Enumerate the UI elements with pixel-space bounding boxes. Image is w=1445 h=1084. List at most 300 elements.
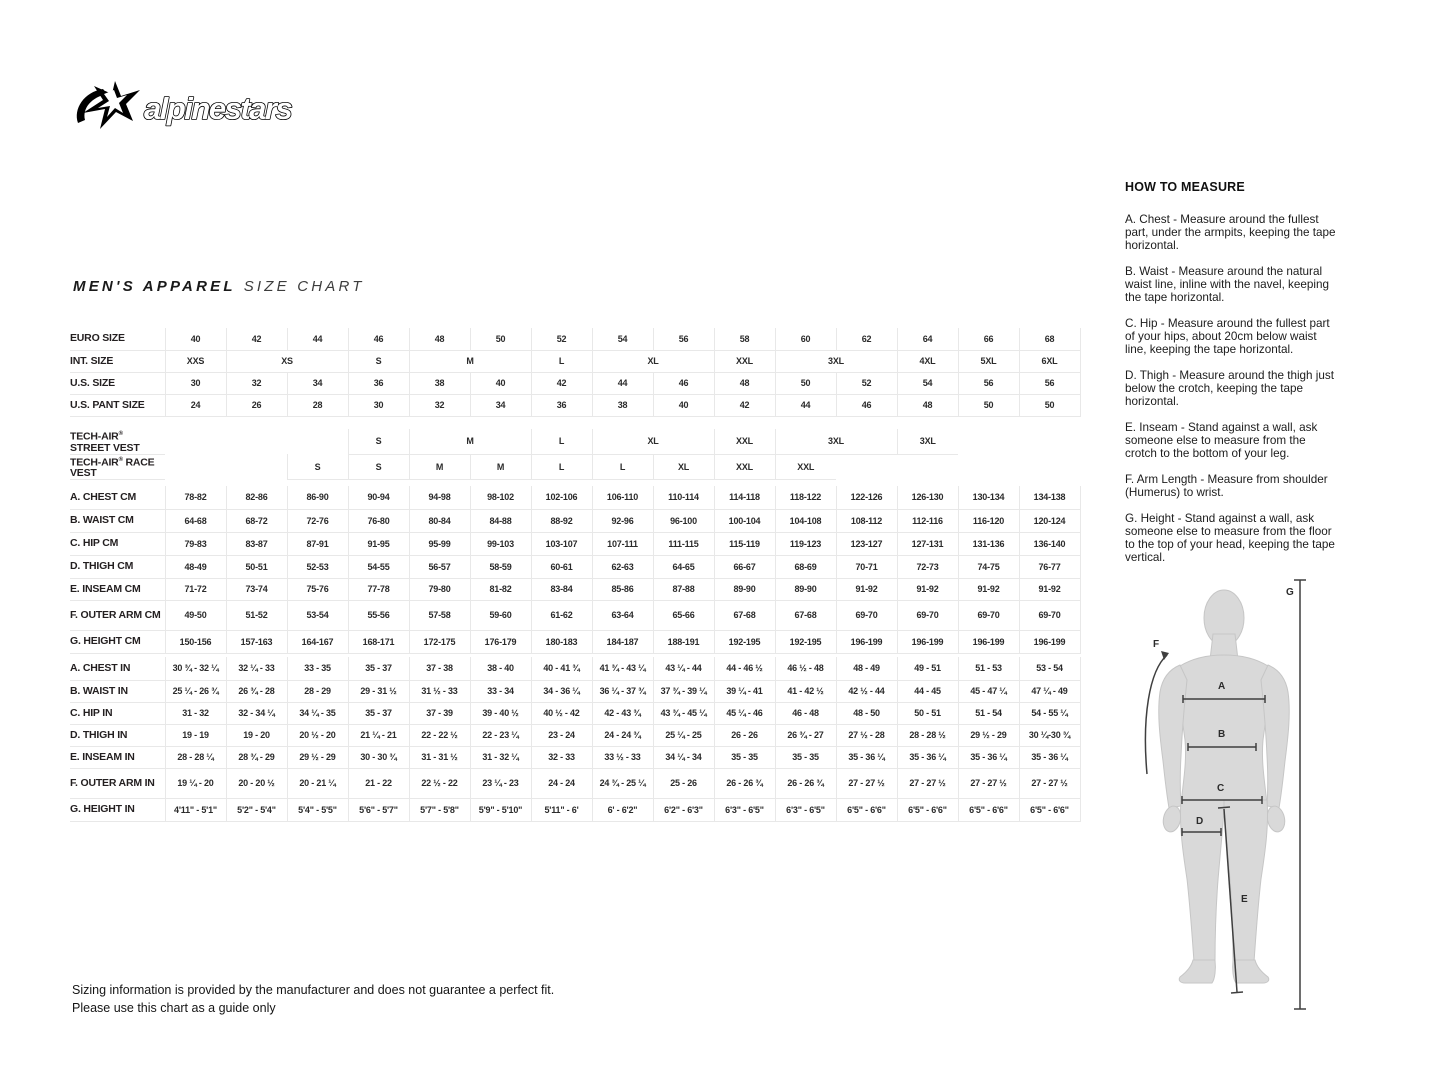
size-cell: 69-70 [897,600,958,630]
size-cell: 98-102 [470,486,531,509]
size-cell: 91-92 [958,578,1019,600]
table-row [70,798,1080,821]
size-cell: 27 - 27 ½ [958,768,1019,798]
size-cell: 73-74 [226,578,287,600]
alpinestars-star-icon [77,81,140,129]
size-cell: 57-58 [409,600,470,630]
size-cell: S [348,429,409,454]
size-cell: 71-72 [165,578,226,600]
row-label: G. HEIGHT IN [70,798,165,821]
size-cell: 32 ¼ - 33 [226,657,287,680]
size-cell: 30 ¾ - 32 ¼ [165,657,226,680]
size-cell: 99-103 [470,532,531,555]
size-cell: 5'6" - 5'7" [348,798,409,821]
size-table-measurements-cm [70,486,1081,654]
size-cell: 61-62 [531,600,592,630]
size-cell: XL [592,429,714,454]
size-cell: 25 ¼ - 26 ¾ [165,680,226,702]
size-cell: 81-82 [470,578,531,600]
size-cell: 46 - 48 [775,702,836,724]
alpinestars-logo [70,78,322,138]
size-cell: 92-96 [592,509,653,532]
size-cell: 5'2" - 5'4" [226,798,287,821]
size-cell: 108-112 [836,509,897,532]
size-cell: 91-92 [836,578,897,600]
size-cell: 100-104 [714,509,775,532]
measure-instruction-inseam: E. Inseam - Stand against a wall, ask someone else to measure from the crotch to the bottom of your leg. [1125,421,1318,460]
row-label: TECH-AIR® STREET VEST [70,429,165,454]
size-cell: 65-66 [653,600,714,630]
page-title-secondary: SIZE CHART [243,278,365,295]
size-cell: 24 - 24 ¾ [592,724,653,746]
size-cell: 39 - 40 ½ [470,702,531,724]
size-cell: 40 ½ - 42 [531,702,592,724]
size-cell: 35 - 36 ¼ [958,746,1019,768]
size-cell: 27 - 27 ½ [1019,768,1080,798]
size-cell: 41 - 42 ½ [775,680,836,702]
size-cell: 94-98 [409,486,470,509]
size-cell: 5'9" - 5'10" [470,798,531,821]
size-cell: 127-131 [897,532,958,555]
size-cell: 56 [958,372,1019,394]
size-cell: 20 ½ - 20 [287,724,348,746]
size-cell: 66 [958,328,1019,350]
size-cell: 55-56 [348,600,409,630]
size-cell: 22 - 22 ½ [409,724,470,746]
table-row [70,630,1080,653]
size-cell: 35 - 36 ¼ [897,746,958,768]
size-cell: 45 - 47 ¼ [958,680,1019,702]
size-cell: 79-83 [165,532,226,555]
figure-label-e: E [1241,894,1248,905]
size-cell: XXL [714,429,775,454]
size-cell: 131-136 [958,532,1019,555]
size-cell: 43 ¼ - 44 [653,657,714,680]
size-cell: 46 ½ - 48 [775,657,836,680]
table-row [70,509,1080,532]
size-cell: 48 [897,394,958,416]
size-cell: 78-82 [165,486,226,509]
size-cell: 29 ½ - 29 [287,746,348,768]
size-cell: 68-69 [775,555,836,578]
size-cell: 28 - 28 ¼ [165,746,226,768]
size-cell: 104-108 [775,509,836,532]
row-label: B. WAIST CM [70,509,165,532]
size-cell: 49-50 [165,600,226,630]
size-cell: 72-73 [897,555,958,578]
size-cell: 50 - 51 [897,702,958,724]
row-label: A. CHEST IN [70,657,165,680]
size-cell: 3XL [775,429,897,454]
size-cell: 36 [348,372,409,394]
size-cell: 112-116 [897,509,958,532]
size-cell: M [409,454,470,480]
size-cell: XXS [165,350,226,372]
size-cell: 40 [165,328,226,350]
size-cell: 27 - 27 ½ [897,768,958,798]
row-label: INT. SIZE [70,350,165,372]
disclaimer-line-2: Please use this chart as a guide only [72,1001,276,1015]
size-table-measurements-in [70,657,1081,822]
size-cell: 69-70 [958,600,1019,630]
size-cell: 115-119 [714,532,775,555]
size-cell: M [470,454,531,480]
size-cell: XS [226,350,348,372]
size-cell: 196-199 [1019,630,1080,653]
size-cell: 53-54 [287,600,348,630]
size-cell: XL [592,350,714,372]
size-cell: 32 - 34 ¼ [226,702,287,724]
size-cell: 69-70 [1019,600,1080,630]
size-cell: 37 - 38 [409,657,470,680]
size-cell: 168-171 [348,630,409,653]
size-cell: 40 [470,372,531,394]
size-cell: 25 ¼ - 25 [653,724,714,746]
size-cell: 48 [409,328,470,350]
size-table-sizes [70,328,1081,417]
table-row [70,394,1080,416]
size-cell: 20 - 20 ½ [226,768,287,798]
size-cell: 26 ¾ - 28 [226,680,287,702]
size-cell: 36 [531,394,592,416]
measure-instruction-hip: C. Hip - Measure around the fullest part of your hips, about 20cm below waist line, keeping the tape horizontal. [1125,317,1330,356]
size-cell: 48 - 50 [836,702,897,724]
size-cell: 107-111 [592,532,653,555]
table-row [70,350,1080,372]
measure-instruction-height: G. Height - Stand against a wall, ask someone else to measure from the floor to the top of your head, keeping the tape vertical. [1125,512,1335,564]
size-cell: 58-59 [470,555,531,578]
size-cell: 5'4" - 5'5" [287,798,348,821]
size-cell: 37 ¾ - 39 ¼ [653,680,714,702]
row-label: B. WAIST IN [70,680,165,702]
size-cell: 68 [1019,328,1080,350]
size-cell: 35 - 37 [348,657,409,680]
size-cell: 106-110 [592,486,653,509]
size-cell: 196-199 [958,630,1019,653]
table-row [70,600,1080,630]
empty-cell [836,454,1080,480]
size-cell: 26 - 26 ¾ [714,768,775,798]
page-title-primary: MEN'S APPAREL [73,278,236,295]
size-cell: 91-92 [897,578,958,600]
size-cell: 89-90 [775,578,836,600]
measure-instruction-arm: F. Arm Length - Measure from shoulder (Humerus) to wrist. [1125,473,1328,499]
size-cell: 83-84 [531,578,592,600]
size-cell: 77-78 [348,578,409,600]
row-label: C. HIP CM [70,532,165,555]
size-cell: 90-94 [348,486,409,509]
size-cell: 33 - 34 [470,680,531,702]
size-cell: 114-118 [714,486,775,509]
size-cell: 23 ¼ - 23 [470,768,531,798]
size-cell: 6'5" - 6'6" [958,798,1019,821]
size-cell: 38 - 40 [470,657,531,680]
size-cell: 126-130 [897,486,958,509]
size-cell: 35 - 37 [348,702,409,724]
size-cell: 150-156 [165,630,226,653]
size-cell: 26 - 26 [714,724,775,746]
size-cell: 86-90 [287,486,348,509]
size-cell: 89-90 [714,578,775,600]
figure-label-b: B [1218,729,1226,740]
table-row [70,372,1080,394]
size-cell: S [348,350,409,372]
row-label: TECH-AIR® RACE VEST [70,454,165,480]
size-cell: 62 [836,328,897,350]
size-cell: 192-195 [714,630,775,653]
figure-label-f: F [1153,639,1160,650]
table-row [70,724,1080,746]
size-cell: 35 - 36 ¼ [1019,746,1080,768]
size-cell: 44 - 45 [897,680,958,702]
size-cell: 54-55 [348,555,409,578]
size-cell: 6'5" - 6'6" [1019,798,1080,821]
row-label: F. OUTER ARM IN [70,768,165,798]
table-row [70,429,1080,454]
size-cell: 34 [470,394,531,416]
size-cell: 66-67 [714,555,775,578]
size-cell: 6'2" - 6'3" [653,798,714,821]
size-cell: 31 - 32 ¼ [470,746,531,768]
size-cell: M [409,350,531,372]
size-cell: 50 [470,328,531,350]
size-cell: 120-124 [1019,509,1080,532]
size-cell: 22 - 23 ¼ [470,724,531,746]
size-cell: 85-86 [592,578,653,600]
table-row [70,702,1080,724]
size-cell: 60-61 [531,555,592,578]
size-cell: 64-65 [653,555,714,578]
size-cell: L [592,454,653,480]
size-cell: 76-80 [348,509,409,532]
size-cell: 64-68 [165,509,226,532]
size-cell: 87-91 [287,532,348,555]
disclaimer-text [72,981,554,1017]
size-cell: 48 - 49 [836,657,897,680]
row-label: C. HIP IN [70,702,165,724]
size-cell: 130-134 [958,486,1019,509]
size-cell: 103-107 [531,532,592,555]
size-cell: 176-179 [470,630,531,653]
size-cell: S [287,454,348,480]
size-cell: 44 [775,394,836,416]
table-row [70,486,1080,509]
size-cell: 136-140 [1019,532,1080,555]
size-cell: 50-51 [226,555,287,578]
size-cell: 38 [592,394,653,416]
size-cell: 48 [714,372,775,394]
size-cell: 19 - 20 [226,724,287,746]
size-cell: 63-64 [592,600,653,630]
size-cell: 4XL [897,350,958,372]
size-cell: XXL [714,350,775,372]
size-cell: 79-80 [409,578,470,600]
size-cell: 46 [653,372,714,394]
size-cell: 52 [531,328,592,350]
size-cell: 87-88 [653,578,714,600]
size-cell: 44 [287,328,348,350]
size-cell: 19 - 19 [165,724,226,746]
size-cell: 56 [1019,372,1080,394]
size-cell: 111-115 [653,532,714,555]
size-cell: 69-70 [836,600,897,630]
size-cell: 68-72 [226,509,287,532]
size-cell: 31 - 31 ½ [409,746,470,768]
size-cell: 35 - 36 ¼ [836,746,897,768]
size-cell: 44 [592,372,653,394]
size-cell: XXL [714,454,775,480]
size-cell: 28 - 29 [287,680,348,702]
size-cell: S [348,454,409,480]
size-cell: 43 ¾ - 45 ¼ [653,702,714,724]
size-cell: 34 ¼ - 34 [653,746,714,768]
size-cell: 60 [775,328,836,350]
table-row [70,657,1080,680]
body-measurement-figure [1128,568,1313,1023]
size-cell: 26 [226,394,287,416]
table-row [70,328,1080,350]
size-cell: 36 ¼ - 37 ¾ [592,680,653,702]
size-cell: 46 [836,394,897,416]
size-cell: 91-92 [1019,578,1080,600]
how-to-measure-title: HOW TO MEASURE [1125,180,1245,194]
size-cell: 6'5" - 6'6" [897,798,958,821]
size-cell: 5XL [958,350,1019,372]
size-table-tech-air-vests [70,429,1080,480]
size-cell: 72-76 [287,509,348,532]
size-cell: 27 - 27 ½ [836,768,897,798]
size-cell: 122-126 [836,486,897,509]
figure-label-g: G [1286,587,1294,598]
size-cell: 50 [1019,394,1080,416]
size-cell: 6'5" - 6'6" [836,798,897,821]
size-cell: 88-92 [531,509,592,532]
row-label: D. THIGH CM [70,555,165,578]
size-cell: 24 ¾ - 25 ¼ [592,768,653,798]
size-cell: 76-77 [1019,555,1080,578]
size-cell: 4'11" - 5'1" [165,798,226,821]
empty-cell [165,454,287,480]
size-cell: 54 - 55 ¼ [1019,702,1080,724]
size-cell: 6'3" - 6'5" [775,798,836,821]
size-cell: 26 - 26 ¾ [775,768,836,798]
page-title [73,278,365,295]
size-cell: 91-95 [348,532,409,555]
size-cell: 41 ¾ - 43 ¼ [592,657,653,680]
size-cell: XL [653,454,714,480]
size-cell: 26 ¾ - 27 [775,724,836,746]
size-cell: 180-183 [531,630,592,653]
size-cell: 32 - 33 [531,746,592,768]
table-row [70,555,1080,578]
size-cell: 20 - 21 ¼ [287,768,348,798]
size-cell: 37 - 39 [409,702,470,724]
size-cell: 30 - 30 ¾ [348,746,409,768]
size-cell: 110-114 [653,486,714,509]
size-cell: 119-123 [775,532,836,555]
measure-instruction-thigh: D. Thigh - Measure around the thigh just below the crotch, keeping the tape horizontal. [1125,369,1334,408]
size-cell: 59-60 [470,600,531,630]
size-cell: 35 - 35 [775,746,836,768]
size-cell: 21 ¼ - 21 [348,724,409,746]
size-cell: 123-127 [836,532,897,555]
size-cell: 42 ½ - 44 [836,680,897,702]
size-cell: 164-167 [287,630,348,653]
size-cell: 62-63 [592,555,653,578]
size-cell: XXL [775,454,836,480]
size-cell: 54 [592,328,653,350]
row-label: E. INSEAM IN [70,746,165,768]
size-cell: 30 [348,394,409,416]
size-cell: 172-175 [409,630,470,653]
size-cell: 19 ¼ - 20 [165,768,226,798]
size-cell: 42 [531,372,592,394]
size-cell: 188-191 [653,630,714,653]
empty-cell [165,429,348,454]
size-cell: 56 [653,328,714,350]
size-cell: 95-99 [409,532,470,555]
row-label: D. THIGH IN [70,724,165,746]
measure-instruction-chest: A. Chest - Measure around the fullest part, under the armpits, keeping the tape horizontal. [1125,213,1336,252]
size-cell: 83-87 [226,532,287,555]
size-cell: 51 - 54 [958,702,1019,724]
size-cell: 27 ½ - 28 [836,724,897,746]
size-cell: 52 [836,372,897,394]
size-cell: 28 ¾ - 29 [226,746,287,768]
figure-label-d: D [1196,816,1204,827]
size-cell: 42 [226,328,287,350]
size-cell: 6'3" - 6'5" [714,798,775,821]
size-cell: 29 ½ - 29 [958,724,1019,746]
size-cell: 22 ½ - 22 [409,768,470,798]
table-row [70,680,1080,702]
size-cell: 196-199 [836,630,897,653]
size-cell: 32 [226,372,287,394]
size-cell: 45 ¼ - 46 [714,702,775,724]
size-cell: 102-106 [531,486,592,509]
row-label: E. INSEAM CM [70,578,165,600]
row-label: F. OUTER ARM CM [70,600,165,630]
size-cell: 134-138 [1019,486,1080,509]
size-cell: 75-76 [287,578,348,600]
size-cell: 6XL [1019,350,1080,372]
size-cell: 3XL [897,429,958,454]
size-cell: 40 - 41 ¾ [531,657,592,680]
size-cell: 118-122 [775,486,836,509]
table-row [70,532,1080,555]
size-cell: 33 - 35 [287,657,348,680]
size-cell: 34 [287,372,348,394]
size-cell: 50 [775,372,836,394]
size-cell: 53 - 54 [1019,657,1080,680]
size-cell: L [531,429,592,454]
size-cell: 28 - 28 ½ [897,724,958,746]
size-cell: 184-187 [592,630,653,653]
size-cell: 96-100 [653,509,714,532]
row-label: U.S. SIZE [70,372,165,394]
size-cell: 64 [897,328,958,350]
size-cell: 31 - 32 [165,702,226,724]
disclaimer-line-1: Sizing information is provided by the manufacturer and does not guarantee a perfect fit. [72,983,555,997]
size-cell: 49 - 51 [897,657,958,680]
size-cell: 34 ¼ - 35 [287,702,348,724]
size-cell: 56-57 [409,555,470,578]
size-cell: 58 [714,328,775,350]
size-cell: 29 - 31 ½ [348,680,409,702]
size-cell: 30 [165,372,226,394]
size-cell: 34 - 36 ¼ [531,680,592,702]
size-cell: 32 [409,394,470,416]
